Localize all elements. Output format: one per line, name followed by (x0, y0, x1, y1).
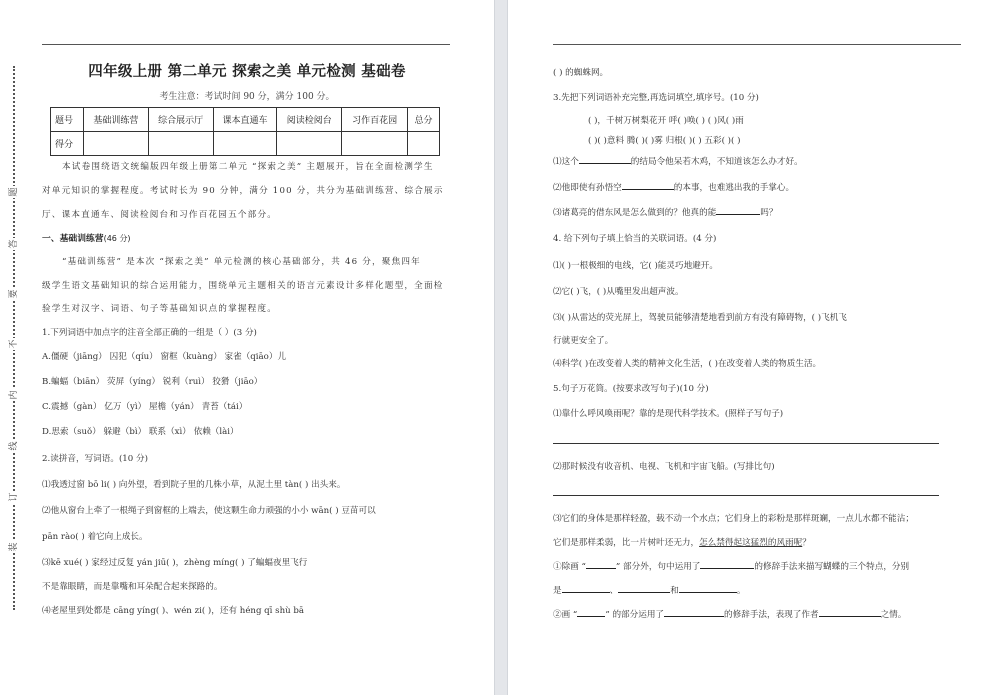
exam-title: 四年级上册 第二单元 探索之美 单元检测 基础卷 (88, 64, 406, 80)
score-header-cell: 基础训练营 (83, 108, 148, 132)
intro-line: 厅、课本直通车、阅读检阅台和习作百花园五个部分。 (42, 210, 278, 220)
binding-char: 不 (9, 339, 19, 349)
item-text: ” 部分外，句中运用了 (615, 562, 701, 572)
score-cell[interactable] (342, 132, 408, 156)
exam-page-left (0, 0, 494, 695)
answer-line-1[interactable] (553, 443, 939, 444)
question-5-item-3: ⑶它们的身体是那样轻盈，载不动一个水点；它们身上的彩粉是那样斑斓，一点儿水都不能沾； (553, 514, 914, 524)
fill-blank[interactable] (577, 608, 605, 617)
question-4-item: 行就更安全了。 (553, 336, 614, 346)
fill-blank[interactable] (819, 608, 881, 617)
fill-blank[interactable] (562, 584, 610, 593)
score-row-label: 得分 (51, 132, 84, 156)
question-1-option-d[interactable]: D.思索（suǒ） 躲避（bì） 联系（xì） 依赖（lài） (42, 427, 239, 437)
exam-notice: 考生注意：考试时间 90 分，满分 100 分。 (159, 92, 335, 102)
section-desc-line: “基础训练营” 是本次 “探索之美” 单元检测的核心基础部分，共 46 分，聚焦四年 (62, 257, 421, 267)
question-1-stem: 1.下列词语中加点字的注音全部正确的一组是（ ）(3 分) (42, 328, 257, 338)
question-1-option-c[interactable]: C.震撼（gàn） 亿万（yì） 屋檐（yán） 青苔（tái） (42, 402, 248, 412)
item-text: ？ (802, 538, 811, 548)
fill-blank[interactable] (679, 584, 737, 593)
score-table-score-row (51, 132, 440, 156)
question-2-item: ⑶kē xué( ) 家经过反复 yán jiū( )，zhèng míng( ) 了蝙蝠夜里飞行 (42, 558, 308, 568)
intro-line: 对单元知识的掌握程度。考试时长为 90 分钟，满分 100 分，共分为基础训练营、综合展示 (42, 186, 444, 196)
score-cell[interactable] (408, 132, 440, 156)
question-5-item-2: ⑵那时候没有收音机、电视、飞机和宇宙飞船。(写排比句) (553, 462, 775, 472)
item-text: 和 (670, 586, 679, 596)
question-5-sub-1 (553, 560, 909, 572)
item-text: 是 (553, 586, 562, 596)
question-5-sub-2 (553, 608, 906, 620)
item-text: 吗？ (760, 208, 778, 218)
question-4-item: ⑵它( )飞，( )从嘴里发出超声波。 (553, 287, 684, 297)
binding-char: 答 (9, 239, 19, 249)
fill-blank[interactable] (586, 560, 616, 569)
exam-page-right (508, 0, 1002, 695)
question-4-stem: 4. 给下列句子填上恰当的关联词语。(4 分) (553, 234, 717, 244)
binding-char: 要 (9, 289, 19, 299)
section-heading (42, 231, 131, 244)
item-text: ⑶诸葛亮的借东风是怎么做到的？他真的能 (553, 208, 717, 218)
question-5-stem: 5.句子万花筒。(按要求改写句子)(10 分) (553, 384, 709, 394)
section-desc-line: 级学生语文基础知识的综合运用能力，围绕单元主题相关的语言元素设计多样化题型，全面检 (42, 281, 444, 291)
header-rule (42, 44, 450, 45)
section-title: 一、基础训练营 (42, 234, 104, 244)
item-text: 。 (736, 586, 746, 596)
question-3-item (553, 206, 778, 218)
question-2-item: ⑵他从窗台上牵了一根绳子到窗框的上端去，使这颗生命力顽强的小小 wān( ) 豆苗可以 (42, 506, 376, 516)
fill-blank[interactable] (716, 206, 760, 215)
score-header-cell: 阅读检阅台 (277, 108, 342, 132)
question-1-option-a[interactable]: A.僵硬（jiāng） 囚犯（qíu） 窗框（kuàng） 家雀（qiāo）儿 (42, 352, 287, 362)
item-text: ②画 “ (553, 610, 578, 620)
question-3-word-row: ( )，千树万树梨花开 呼( )唤( ) ( )风( )雨 (588, 116, 744, 126)
question-3-word-row: ( )( )意料 腾( )( )雾 归根( )( ) 五彩( )( ) (588, 136, 741, 146)
item-text: 、 (609, 586, 619, 596)
question-2-stem: 2.读拼音，写词语。(10 分) (42, 454, 148, 464)
question-3-item (553, 155, 803, 167)
fill-blank[interactable] (664, 608, 724, 617)
answer-line-2[interactable] (553, 495, 939, 496)
question-2-item: ⑴我透过窗 bō li( ) 向外望，看到院子里的几株小草，从泥土里 tàn( ) 出头来。 (42, 480, 346, 490)
item-text: 的修辞手法，表现了作者 (724, 610, 819, 620)
score-header-cell: 习作百花园 (342, 108, 408, 132)
question-5-item-3-cont (553, 536, 811, 548)
question-2-continuation: ( ) 的蜘蛛网。 (553, 68, 609, 78)
fill-blank[interactable] (622, 181, 674, 190)
item-text: 的结局令他呆若木鸡，不知道该怎么办才好。 (630, 157, 803, 167)
page-gutter (494, 0, 508, 695)
binding-char: 订 (9, 492, 19, 502)
question-2-item: ⑷老屋里到处都是 cāng yíng( )、wén zi( )，还有 héng qī shù bā (42, 606, 304, 616)
score-header-cell: 综合展示厅 (148, 108, 213, 132)
question-4-item: ⑶( )从雷达的荧光屏上，驾驶员能够清楚地看到前方有没有障碍物，( )飞机飞 (553, 313, 847, 323)
score-table (50, 107, 440, 156)
binding-char: 题 (9, 187, 19, 197)
item-text: ” 的部分运用了 (605, 610, 665, 620)
binding-char: 内 (9, 390, 19, 400)
binding-char: 装 (9, 542, 19, 552)
score-header-cell: 课本直通车 (213, 108, 277, 132)
question-2-item: 不是靠眼睛，而是靠嘴和耳朵配合起来探路的。 (42, 582, 223, 592)
question-2-item: pān rào( ) 着它向上成长。 (42, 532, 148, 542)
item-text: 的修辞手法来描写蝴蝶的三个特点，分别 (754, 562, 910, 572)
score-header-cell: 总分 (408, 108, 440, 132)
score-header-cell: 题号 (51, 108, 84, 132)
item-text: ⑵他即使有孙悟空 (553, 183, 622, 193)
score-cell[interactable] (277, 132, 342, 156)
fill-blank[interactable] (579, 155, 631, 164)
item-text: 之情。 (880, 610, 907, 620)
section-desc-line: 验学生对汉字、词语、句子等基础知识点的掌握程度。 (42, 304, 278, 314)
question-5-item-1: ⑴靠什么呼风唤雨呢？靠的是现代科学技术。(照样子写句子) (553, 409, 784, 419)
binding-char: 线 (9, 441, 19, 451)
score-cell[interactable] (148, 132, 213, 156)
section-points: (46 分) (103, 234, 131, 243)
item-text: ①除画 “ (553, 562, 586, 572)
question-4-item: ⑷科学( )在改变着人类的精神文化生活，( )在改变着人类的物质生活。 (553, 359, 822, 369)
intro-line: 本试卷围绕语文统编版四年级上册第二单元 “探索之美” 主题展开，旨在全面检测学生 (62, 162, 434, 172)
item-text: 的本事，也难逃出我的手掌心。 (673, 183, 795, 193)
question-3-stem: 3.先把下列词语补充完整,再选词填空,填序号。(10 分) (553, 93, 759, 103)
header-rule (553, 44, 961, 45)
question-1-option-b[interactable]: B.蝙蝠（biān） 荧屏（yíng） 锐利（ruì） 狡猾（jiāo） (42, 377, 263, 387)
question-4-item: ⑴( )一根极细的电线，它( )能灵巧地避开。 (553, 261, 718, 271)
fill-blank[interactable] (700, 560, 754, 569)
item-text: ⑴这个 (553, 157, 579, 167)
score-cell[interactable] (213, 132, 277, 156)
score-table-header-row (51, 108, 440, 132)
fill-blank[interactable] (618, 584, 670, 593)
question-3-item (553, 181, 794, 193)
score-cell[interactable] (83, 132, 148, 156)
binding-margin (8, 66, 20, 610)
underlined-sentence: 怎么禁得起这猛烈的风雨呢 (699, 538, 803, 548)
question-5-sub-1-cont (553, 584, 745, 596)
item-text: 它们是那样柔弱，比一片树叶还无力， (553, 538, 700, 548)
